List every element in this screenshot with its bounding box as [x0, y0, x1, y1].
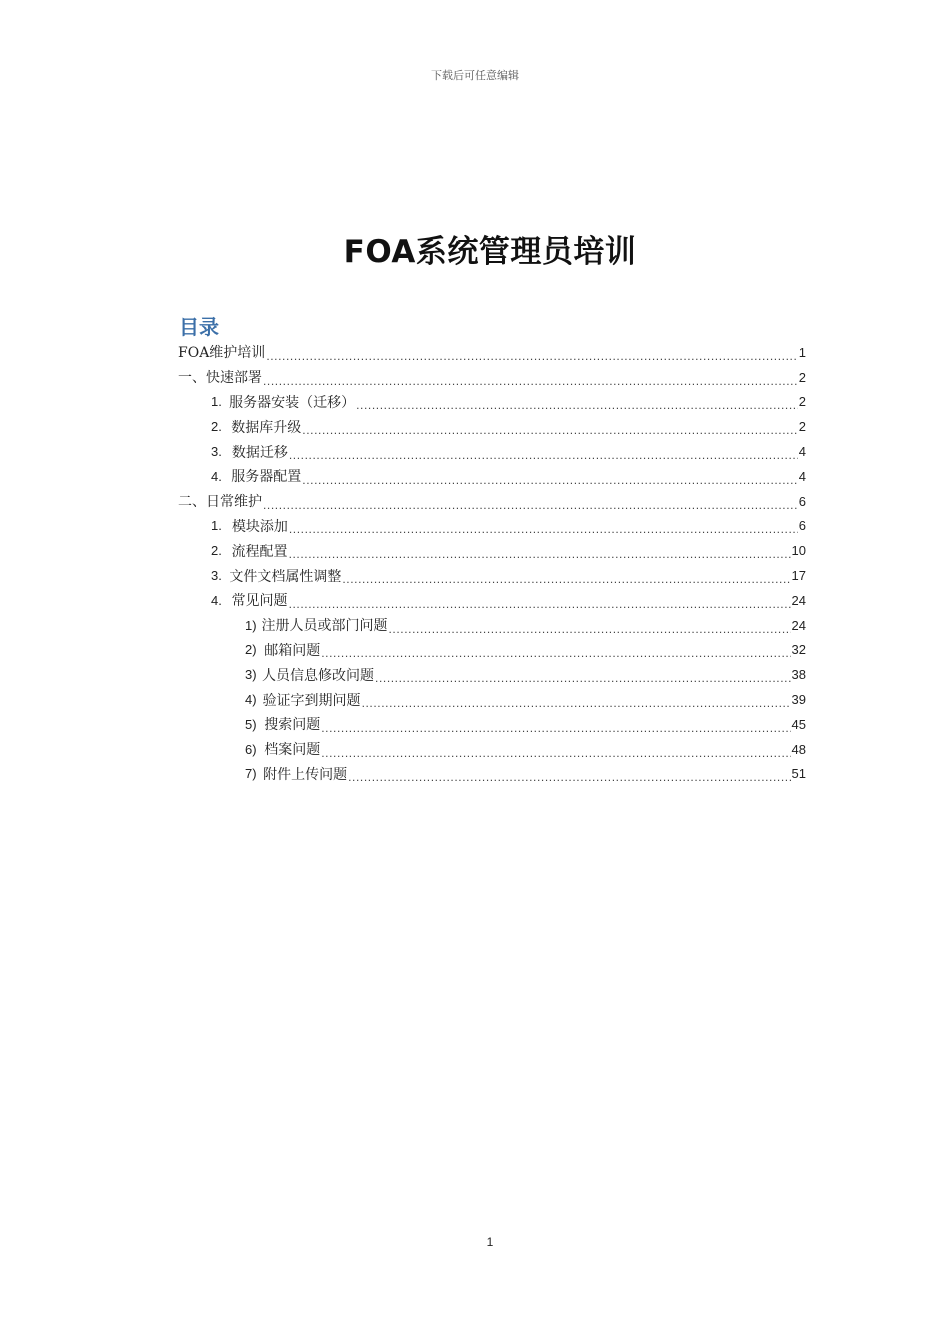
- toc-entry[interactable]: [178, 563, 806, 588]
- toc-entry[interactable]: [178, 613, 806, 638]
- toc-dot-leader: [263, 373, 798, 390]
- toc-entry-page[interactable]: 6: [798, 518, 806, 534]
- toc-entry-page[interactable]: 48: [791, 741, 806, 757]
- toc-entry-page[interactable]: 6: [798, 493, 806, 509]
- toc-entry[interactable]: [178, 489, 806, 514]
- header-note: 下载后可任意编辑: [431, 69, 519, 82]
- toc-entry-title[interactable]: 服务器配置: [231, 469, 302, 486]
- document-title: FOA系统管理员培训: [343, 234, 637, 270]
- toc-entry-title[interactable]: 验证字到期问题: [262, 692, 361, 709]
- toc-entry-page[interactable]: 2: [798, 394, 806, 410]
- toc-entry-page[interactable]: 24: [791, 592, 806, 608]
- toc-dot-leader: [289, 546, 791, 563]
- toc-entry[interactable]: [178, 439, 806, 464]
- toc-entry-number: 2.: [211, 419, 222, 435]
- toc-dot-leader: [263, 497, 798, 514]
- toc-dot-leader: [289, 521, 798, 538]
- toc-entry-number: 3.: [211, 444, 222, 460]
- toc-entry[interactable]: [178, 464, 806, 489]
- toc-dot-leader: [289, 596, 791, 613]
- toc-entry-title[interactable]: 模块添加: [231, 518, 288, 535]
- toc-entry-number: 3): [245, 667, 257, 683]
- toc-entry-page[interactable]: 4: [798, 444, 806, 460]
- toc-entry-number: 1.: [211, 394, 222, 410]
- toc-entry-title[interactable]: 文件文档属性调整: [229, 568, 342, 585]
- toc-entry-page[interactable]: 32: [791, 642, 806, 658]
- toc-entry-title[interactable]: 数据库升级: [231, 419, 302, 436]
- toc-entry-page[interactable]: 38: [791, 667, 806, 683]
- table-of-contents: [178, 340, 806, 786]
- toc-entry-page[interactable]: 10: [791, 543, 806, 559]
- toc-entry-number: 6): [245, 741, 257, 757]
- toc-entry-page[interactable]: 4: [798, 468, 806, 484]
- toc-entry-title[interactable]: 数据迁移: [231, 444, 288, 461]
- toc-entry-number: 1): [245, 617, 257, 633]
- toc-dot-leader: [302, 472, 797, 489]
- toc-entry-number: 4.: [211, 468, 222, 484]
- toc-dot-leader: [375, 670, 791, 687]
- toc-heading: 目录: [179, 315, 219, 339]
- toc-dot-leader: [321, 720, 790, 737]
- page-number: 1: [486, 1235, 494, 1249]
- toc-entry-title[interactable]: 流程配置: [231, 543, 288, 560]
- toc-dot-leader: [356, 397, 798, 414]
- toc-entry[interactable]: [178, 538, 806, 563]
- toc-entry-title[interactable]: FOA维护培训: [178, 345, 266, 362]
- toc-entry[interactable]: [178, 687, 806, 712]
- toc-dot-leader: [302, 422, 797, 439]
- toc-entry-number: 2): [245, 642, 257, 658]
- toc-entry-page[interactable]: 2: [798, 369, 806, 385]
- toc-entry-number: 2.: [211, 543, 222, 559]
- toc-entry-number: 4): [245, 692, 257, 708]
- toc-entry-page[interactable]: 1: [798, 344, 806, 360]
- toc-entry[interactable]: [178, 340, 806, 365]
- toc-entry-page[interactable]: 39: [791, 692, 806, 708]
- toc-entry-title[interactable]: 注册人员或部门问题: [261, 618, 388, 635]
- toc-entry[interactable]: [178, 588, 806, 613]
- toc-dot-leader: [321, 645, 790, 662]
- toc-entry[interactable]: [178, 365, 806, 390]
- toc-entry[interactable]: [178, 638, 806, 663]
- toc-entry-title[interactable]: 常见问题: [231, 593, 288, 610]
- toc-entry-title[interactable]: 二、日常维护: [178, 494, 262, 511]
- toc-dot-leader: [289, 447, 798, 464]
- toc-entry-number: 7): [245, 766, 257, 782]
- toc-entry-title[interactable]: 人员信息修改问题: [262, 667, 375, 684]
- toc-dot-leader: [266, 348, 797, 365]
- toc-entry-title[interactable]: 服务器安装（迁移）: [229, 394, 356, 411]
- toc-entry[interactable]: [178, 414, 806, 439]
- toc-entry[interactable]: [178, 390, 806, 415]
- toc-dot-leader: [388, 621, 790, 638]
- toc-dot-leader: [342, 571, 790, 588]
- toc-entry[interactable]: [178, 737, 806, 762]
- toc-entry-page[interactable]: 2: [798, 419, 806, 435]
- toc-entry-title[interactable]: 邮箱问题: [264, 642, 321, 659]
- toc-entry-page[interactable]: 51: [791, 766, 806, 782]
- toc-dot-leader: [321, 745, 790, 762]
- toc-dot-leader: [348, 769, 790, 786]
- toc-entry-title[interactable]: 一、快速部署: [178, 370, 262, 387]
- toc-entry-page[interactable]: 17: [791, 568, 806, 584]
- toc-entry[interactable]: [178, 712, 806, 737]
- toc-entry-title[interactable]: 档案问题: [264, 742, 321, 759]
- toc-entry-number: 5): [245, 716, 257, 732]
- toc-entry[interactable]: [178, 514, 806, 539]
- toc-entry-number: 4.: [211, 592, 222, 608]
- toc-dot-leader: [362, 695, 791, 712]
- toc-entry-number: 1.: [211, 518, 222, 534]
- toc-entry-number: 3.: [211, 568, 222, 584]
- toc-entry-page[interactable]: 45: [791, 716, 806, 732]
- toc-entry-page[interactable]: 24: [791, 617, 806, 633]
- toc-entry-title[interactable]: 搜索问题: [264, 717, 321, 734]
- toc-entry[interactable]: [178, 762, 806, 787]
- toc-entry-title[interactable]: 附件上传问题: [263, 766, 348, 783]
- toc-entry[interactable]: [178, 662, 806, 687]
